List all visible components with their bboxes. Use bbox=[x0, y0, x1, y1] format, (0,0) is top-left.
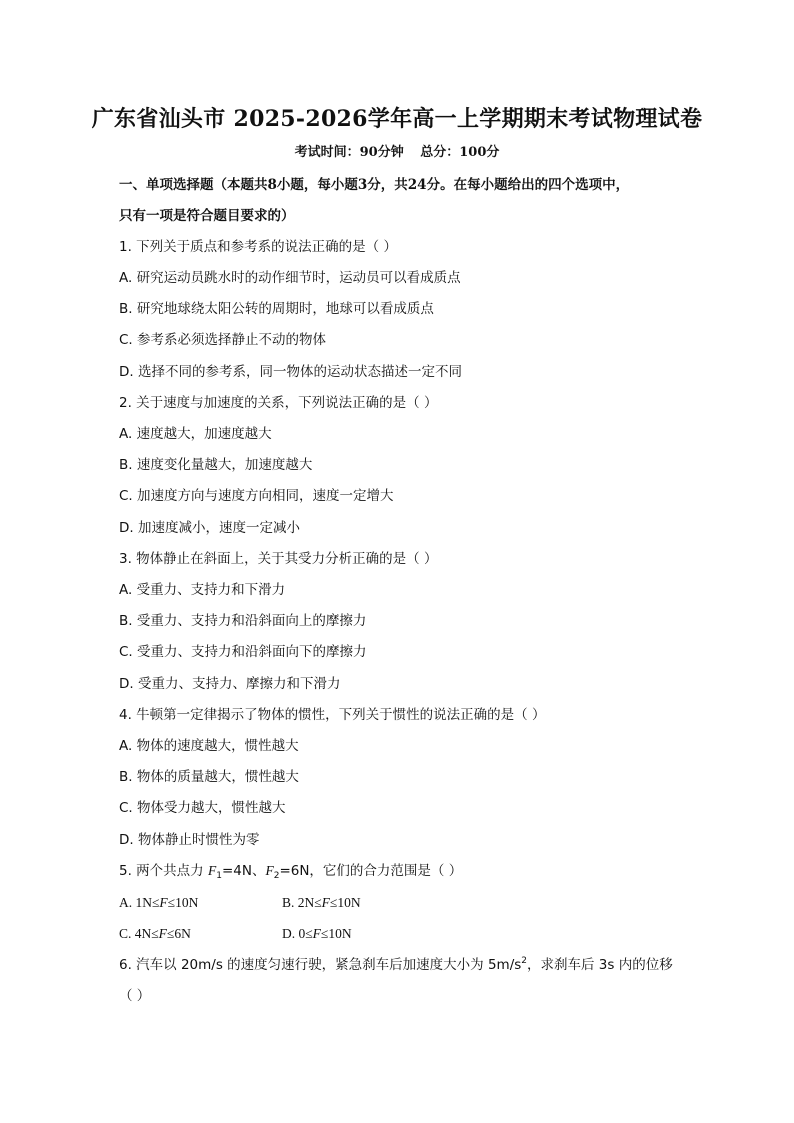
option-b-variable: F bbox=[321, 895, 330, 910]
option-b-prefix: B. 2N≤ bbox=[282, 895, 322, 910]
question-1-option-a: A. 研究运动员跳水时的动作细节时，运动员可以看成质点 bbox=[119, 270, 461, 286]
option-d-suffix: ≤10N bbox=[320, 926, 352, 941]
exam-info bbox=[0, 143, 794, 163]
force-1-value: =4N、 bbox=[221, 863, 266, 879]
option-d-prefix: D. 0≤ bbox=[282, 926, 313, 941]
question-6-exponent: 2 bbox=[521, 956, 528, 966]
question-3-option-c: C. 受重力、支持力和沿斜面向下的摩擦力 bbox=[119, 644, 367, 660]
option-c-suffix: ≤6N bbox=[166, 926, 191, 941]
question-5-option-a bbox=[119, 893, 198, 913]
question-3-option-a: A. 受重力、支持力和下滑力 bbox=[119, 582, 286, 598]
question-5-option-b bbox=[282, 893, 361, 913]
question-4-stem: 4. 牛顿第一定律揭示了物体的惯性，下列关于惯性的说法正确的是（ ） bbox=[119, 707, 546, 723]
question-1-option-d: D. 选择不同的参考系，同一物体的运动状态描述一定不同 bbox=[119, 364, 462, 380]
exam-total-score: 总分：100分 bbox=[420, 145, 500, 160]
force-2-subscript: 2 bbox=[273, 871, 280, 881]
question-6-stem-part1: 6. 汽车以 20m/s 的速度匀速行驶，紧急刹车后加速度大小为 5m/s bbox=[119, 957, 522, 973]
question-5-option-d bbox=[282, 924, 352, 944]
option-d-variable: F bbox=[312, 926, 321, 941]
section-heading-line2: 只有一项是符合题目要求的） bbox=[119, 208, 295, 224]
page-title: 广东省汕头市 2025-2026学年高一上学期期末考试物理试卷 bbox=[91, 106, 703, 132]
question-1-option-b: B. 研究地球绕太阳公转的周期时，地球可以看成质点 bbox=[119, 301, 434, 317]
force-1-symbol: F bbox=[207, 863, 217, 878]
question-6-stem-part2: ，求刹车后 3s 内的位移 bbox=[527, 957, 673, 973]
question-5-stem-prefix: 5. 两个共点力 bbox=[119, 863, 208, 879]
force-2-value: =6N，它们的合力范围是（ ） bbox=[279, 863, 463, 879]
question-2-option-c: C. 加速度方向与速度方向相同，速度一定增大 bbox=[119, 488, 394, 504]
question-6-stem bbox=[119, 955, 673, 975]
question-1-option-c: C. 参考系必须选择静止不动的物体 bbox=[119, 332, 327, 348]
option-c-prefix: C. 4N≤ bbox=[119, 926, 159, 941]
option-a-prefix: A. 1N≤ bbox=[119, 895, 160, 910]
force-2-symbol: F bbox=[265, 863, 274, 878]
question-3-stem: 3. 物体静止在斜面上，关于其受力分析正确的是（ ） bbox=[119, 551, 438, 567]
question-2-stem: 2. 关于速度与加速度的关系，下列说法正确的是（ ） bbox=[119, 395, 438, 411]
question-1-stem: 1. 下列关于质点和参考系的说法正确的是（ ） bbox=[119, 239, 397, 255]
question-4-option-d: D. 物体静止时惯性为零 bbox=[119, 832, 260, 848]
option-a-variable: F bbox=[159, 895, 168, 910]
option-b-suffix: ≤10N bbox=[329, 895, 361, 910]
section-heading-line1: 一、单项选择题（本题共8小题，每小题3分，共24分。在每小题给出的四个选项中， bbox=[119, 177, 630, 193]
exam-time: 考试时间：90分钟 bbox=[294, 145, 404, 160]
question-2-option-d: D. 加速度减小，速度一定减小 bbox=[119, 520, 300, 536]
question-4-option-b: B. 物体的质量越大，惯性越大 bbox=[119, 769, 299, 785]
question-3-option-b: B. 受重力、支持力和沿斜面向上的摩擦力 bbox=[119, 613, 367, 629]
option-a-suffix: ≤10N bbox=[167, 895, 199, 910]
question-5-option-c bbox=[119, 924, 191, 944]
question-2-option-a: A. 速度越大，加速度越大 bbox=[119, 426, 272, 442]
force-1-subscript: 1 bbox=[216, 871, 222, 881]
question-5-stem bbox=[119, 861, 462, 881]
question-2-option-b: B. 速度变化量越大，加速度越大 bbox=[119, 457, 313, 473]
question-4-option-a: A. 物体的速度越大，惯性越大 bbox=[119, 738, 299, 754]
option-c-variable: F bbox=[158, 926, 167, 941]
question-4-option-c: C. 物体受力越大，惯性越大 bbox=[119, 800, 286, 816]
question-6-answer-blank: （ ） bbox=[119, 988, 151, 1004]
question-3-option-d: D. 受重力、支持力、摩擦力和下滑力 bbox=[119, 676, 341, 692]
